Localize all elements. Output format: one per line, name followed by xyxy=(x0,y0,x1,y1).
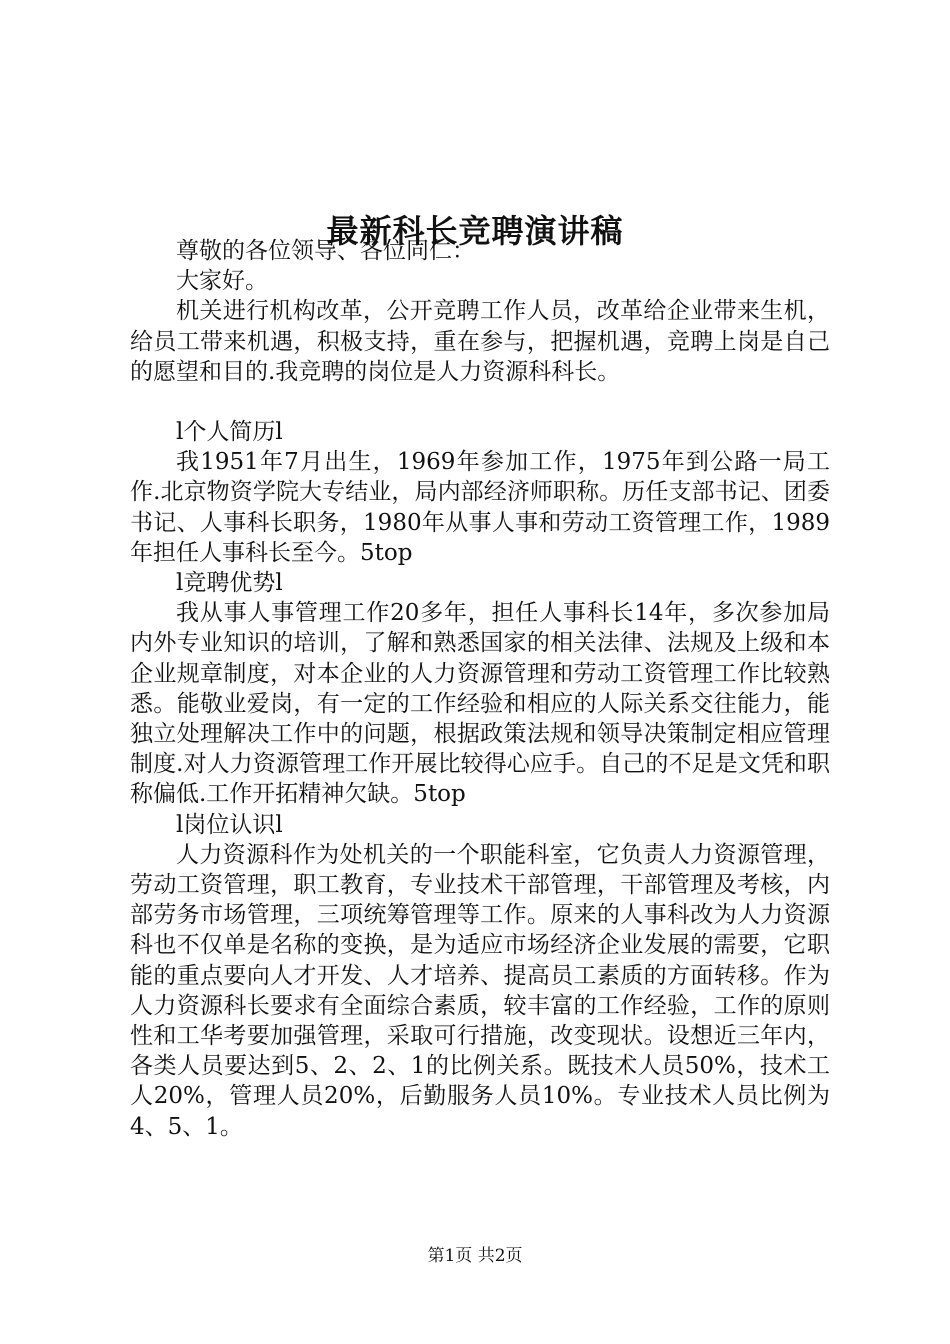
section-body-position: 人力资源科作为处机关的一个职能科室，它负责人力资源管理，劳动工资管理，职工教育，专业技术干部管理，干部管理及考核，内部劳务市场管理，三项统筹管理等工作。原来的人事科改为人力资源科也不仅单是名称的变换，是为适应市场经济企业发展的需要，它职能的重点要向人才开发、人才培养、提高员工素质的方面转移。作为人力资源科长要求有全面综合素质，较丰富的工作经验，工作的原则性和工华考要加强管理，采取可行措施，改变现状。设想近三年内，各类人员要达到5、2、2、1的比例关系。既技术人员50%，技术工人20%，管理人员20%，后勤服务人员10%。专业技术人员比例为4、5、1。 xyxy=(130,841,830,1140)
document-body xyxy=(130,236,830,1142)
paragraph-gap xyxy=(130,387,830,417)
page-title: 最新科长竞聘演讲稿 xyxy=(326,212,624,251)
greeting: 大家好。 xyxy=(176,268,268,295)
intro-paragraph: 机关进行机构改革，公开竞聘工作人员，改革给企业带来生机，给员工带来机遇，积极支持，重在参与，把握机遇，竞聘上岗是自己的愿望和目的.我竞聘的岗位是人力资源科科长。 xyxy=(130,298,830,385)
section-body-resume: 我1951年7月出生，1969年参加工作，1975年到公路一局工作.北京物资学院大专结业，局内部经济师职称。历任支部书记、团委书记、人事科长职务，1980年从事人事和劳动工资管理工作，1989年担任人事科长至今。5top xyxy=(130,449,830,566)
section-heading-advantages: l竞聘优势l xyxy=(176,570,283,597)
section-heading-resume: l个人简历l xyxy=(176,419,283,446)
section-heading-position: l岗位认识l xyxy=(176,811,283,838)
page-footer: 第1页 共2页 xyxy=(427,1246,523,1266)
salutation: 尊敬的各位领导、各位同仁： xyxy=(176,238,475,264)
section-body-advantages: 我从事人事管理工作20多年，担任人事科长14年，多次参加局内外专业知识的培训，了解和熟悉国家的相关法律、法规及上级和本企业规章制度，对本企业的人力资源管理和劳动工资管理工作比较熟悉。能敬业爱岗，有一定的工作经验和相应的人际关系交往能力，能独立处理解决工作中的问题，根据政策法规和领导决策制定相应管理制度.对人力资源管理工作开展比较得心应手。自己的不足是文凭和职称偏低.工作开拓精神欠缺。5top xyxy=(130,600,830,808)
